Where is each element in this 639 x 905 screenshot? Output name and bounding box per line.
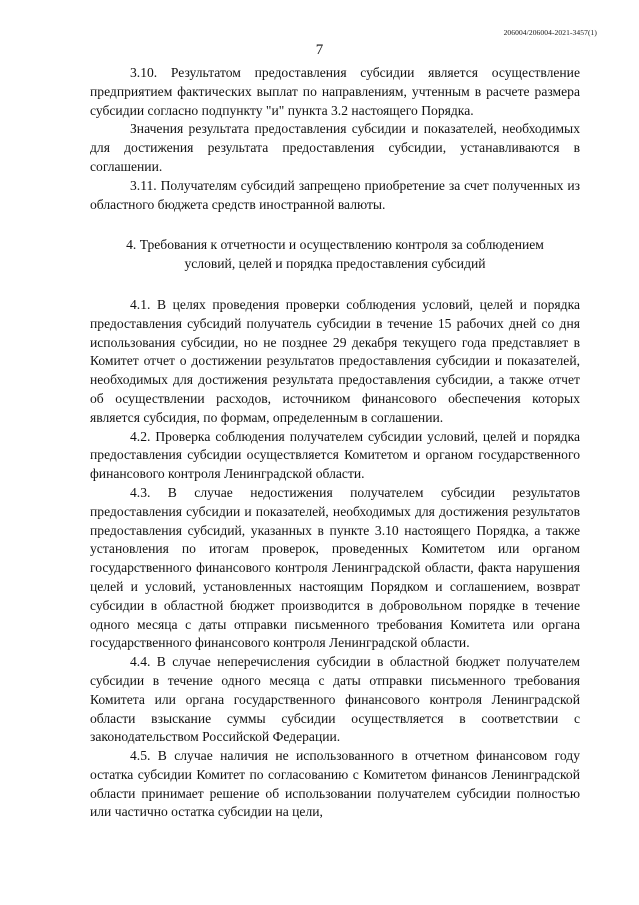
paragraph-4-1: 4.1. В целях проведения проверки соблюдения условий, целей и порядка предоставления субсидий получатель субсидии в течение 15 рабочих дней со дня использования субсидии, но не позднее 29 декабря текущего года представляет в Комитет отчет о достижении результатов предоставления субсидии и показателей, необходимых для достижения результата предоставления субсидии, а также отчет об осуществлении расходов, источником финансового обеспечения которых является субсидия, по формам, определенным в соглашении. bbox=[90, 296, 580, 425]
page-number: 7 bbox=[315, 42, 324, 58]
section-title: 4. Требования к отчетности и осуществлению контроля за соблюдением условий, целей и порядка предоставления субсидий bbox=[126, 237, 544, 272]
paragraph-4-4: 4.4. В случае неперечисления субсидии в областной бюджет получателем субсидии в течение одного месяца с даты отправки письменного требования Комитета или органа государственного финансового контроля Ленинградской области взыскание суммы субсидии осуществляется в соответствии с законодательством Российской Федерации. bbox=[90, 654, 580, 745]
paragraph-4-5: 4.5. В случае наличия не использованного в отчетном финансовом году остатка субсидии Комитет по согласованию с Комитетом финансов Ленинградской области принимает решение об использовании получателем субсидии полностью или частично остатка субсидии на цели, bbox=[90, 748, 580, 820]
document-body bbox=[90, 64, 580, 822]
paragraph-4-2: 4.2. Проверка соблюдения получателем субсидии условий, целей и порядка предоставления субсидии осуществляется Комитетом и органом государственного финансового контроля Ленинградской области. bbox=[90, 428, 580, 482]
paragraph-3-11: 3.11. Получателям субсидий запрещено приобретение за счет полученных из областного бюджета средств иностранной валюты. bbox=[90, 177, 580, 212]
paragraph-3-10-values: Значения результата предоставления субсидии и показателей, необходимых для достижения результата предоставления субсидии, устанавливаются в соглашении. bbox=[90, 121, 580, 174]
paragraph-3-10: 3.10. Результатом предоставления субсидии является осуществление предприятием фактических выплат по направлениям, учтенным в расчете размера субсидии согласно подпункту "и" пункта 3.2 настоящего Порядка. bbox=[90, 65, 580, 118]
document-id: 206004/206004-2021-3457(1) bbox=[503, 28, 597, 37]
paragraph-4-3: 4.3. В случае недостижения получателем субсидии результатов предоставления субсидии и показателей, необходимых для достижения результатов предоставления субсидий, указанных в пункте 3.10 настоящего Порядка, а также установления по итогам проверок, проведенных Комитетом или органом государственного финансового контроля Ленинградской области, факта нарушения целей и условий, установленных настоящим Порядком и соглашением, возврат субсидии в областной бюджет производится в добровольном порядке в течение одного месяца с даты отправки письменного требования Комитета или органа государственного финансового контроля Ленинградской области. bbox=[90, 484, 580, 651]
